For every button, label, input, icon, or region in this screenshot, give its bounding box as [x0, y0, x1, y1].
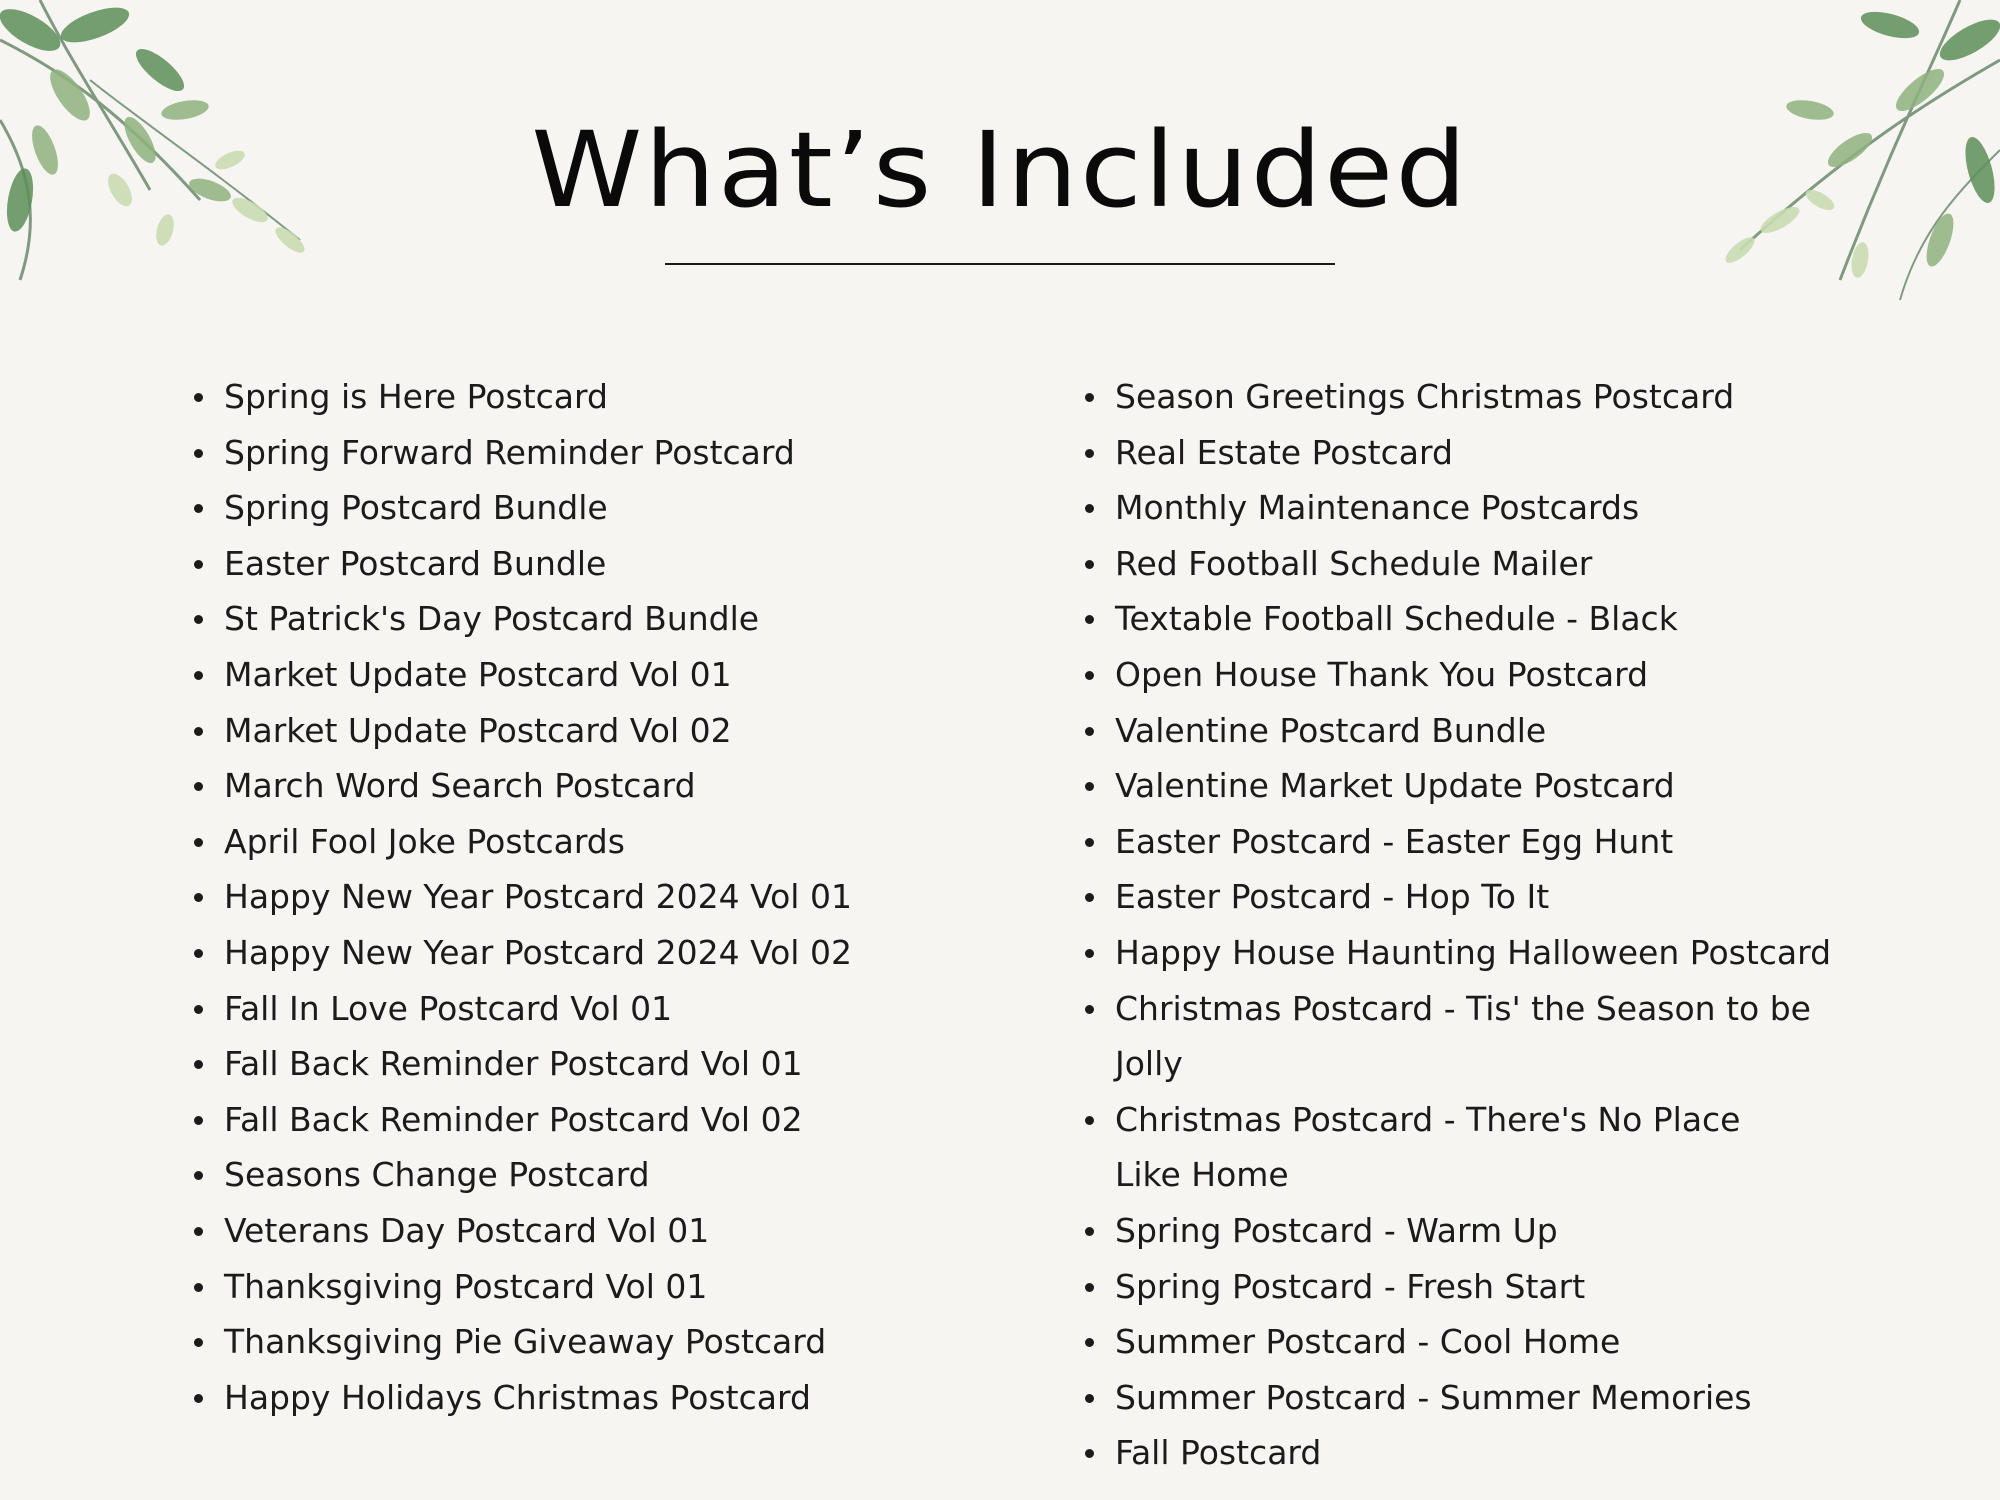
list-item — [190, 425, 950, 481]
bullet-icon — [1085, 949, 1094, 958]
bullet-icon — [1085, 727, 1094, 736]
bullet-icon — [194, 1394, 203, 1403]
bullet-icon — [194, 615, 203, 624]
bullet-icon — [194, 1338, 203, 1347]
bullet-icon — [194, 393, 203, 402]
list-item-label: April Fool Joke Postcards — [224, 821, 625, 861]
bullet-icon — [194, 893, 203, 902]
bullet-icon — [1085, 671, 1094, 680]
list-item — [190, 1092, 950, 1148]
list-item — [1081, 369, 1911, 425]
list-item-label: Veterans Day Postcard Vol 01 — [224, 1210, 710, 1250]
list-item-label: Happy New Year Postcard 2024 Vol 02 — [224, 932, 852, 972]
list-item-label: Fall Back Reminder Postcard Vol 01 — [224, 1044, 803, 1084]
list-item — [1081, 1259, 1911, 1315]
bullet-icon — [194, 1060, 203, 1069]
list-item-label: Valentine Market Update Postcard — [1115, 766, 1675, 806]
list-item-label: Happy Holidays Christmas Postcard — [224, 1377, 811, 1417]
list-item — [190, 480, 950, 536]
list-item — [1081, 1314, 1911, 1370]
bullet-icon — [194, 560, 203, 569]
list-item-label: Summer Postcard - Cool Home — [1115, 1322, 1621, 1362]
list-item — [190, 591, 950, 647]
bullet-icon — [194, 1227, 203, 1236]
list-item-label: Real Estate Postcard — [1115, 432, 1453, 472]
list-item-label: Market Update Postcard Vol 02 — [224, 710, 732, 750]
list-item-label: Season Greetings Christmas Postcard — [1115, 377, 1735, 416]
list-item — [190, 925, 950, 981]
list-item — [190, 1036, 950, 1092]
list-item-label: Fall In Love Postcard Vol 01 — [224, 988, 673, 1028]
bullet-icon — [194, 782, 203, 791]
bullet-icon — [194, 449, 203, 458]
list-item — [1081, 425, 1911, 481]
list-item — [190, 536, 950, 592]
list-item — [1081, 981, 1815, 1092]
list-item-label: Easter Postcard - Hop To It — [1115, 877, 1550, 917]
list-item — [190, 814, 950, 870]
bullet-icon — [1085, 393, 1094, 402]
list-item-label: Thanksgiving Pie Giveaway Postcard — [224, 1322, 827, 1362]
bullet-icon — [1085, 838, 1094, 847]
list-item-label: Thanksgiving Postcard Vol 01 — [224, 1266, 708, 1306]
list-item-label: Open House Thank You Postcard — [1115, 654, 1649, 694]
list-item-label: Easter Postcard - Easter Egg Hunt — [1115, 821, 1674, 861]
bullet-icon — [1085, 893, 1094, 902]
bullet-icon — [1085, 782, 1094, 791]
list-item — [1081, 480, 1911, 536]
included-list-right — [1081, 369, 1911, 1481]
bullet-icon — [194, 1116, 203, 1125]
list-item-label: Christmas Postcard - Tis' the Season to be Jolly — [1115, 988, 1811, 1084]
bullet-icon — [194, 1171, 203, 1180]
bullet-icon — [1085, 1005, 1094, 1014]
bullet-icon — [1085, 449, 1094, 458]
included-list-left — [190, 369, 950, 1425]
bullet-icon — [1085, 1338, 1094, 1347]
list-item — [190, 1370, 950, 1426]
list-item-label: Fall Back Reminder Postcard Vol 02 — [224, 1099, 803, 1139]
bullet-icon — [1085, 1227, 1094, 1236]
list-item — [1081, 703, 1911, 759]
list-item-label: St Patrick's Day Postcard Bundle — [224, 599, 760, 639]
bullet-icon — [1085, 615, 1094, 624]
list-item — [190, 647, 950, 703]
list-item-label: Valentine Postcard Bundle — [1115, 710, 1547, 750]
list-item — [1081, 1203, 1911, 1259]
list-item — [1081, 925, 1911, 981]
list-item — [1081, 536, 1911, 592]
bullet-icon — [194, 949, 203, 958]
list-item-label: Fall Postcard — [1115, 1433, 1322, 1473]
page-title: What’s Included — [531, 109, 1469, 231]
bullet-icon — [194, 838, 203, 847]
list-item-label: March Word Search Postcard — [224, 766, 696, 806]
list-item — [1081, 647, 1911, 703]
list-item — [1081, 758, 1911, 814]
list-item — [190, 1259, 950, 1315]
bullet-icon — [1085, 504, 1094, 513]
bullet-icon — [1085, 1394, 1094, 1403]
bullet-icon — [1085, 560, 1094, 569]
list-item-label: Spring Forward Reminder Postcard — [224, 432, 795, 472]
list-item — [1081, 1092, 1815, 1203]
list-item-label: Market Update Postcard Vol 01 — [224, 654, 732, 694]
list-item-label: Seasons Change Postcard — [224, 1155, 650, 1195]
list-item — [190, 1314, 950, 1370]
list-item — [190, 758, 950, 814]
list-item — [190, 369, 950, 425]
list-item — [1081, 591, 1911, 647]
bullet-icon — [194, 1283, 203, 1292]
bullet-icon — [1085, 1283, 1094, 1292]
bullet-icon — [194, 727, 203, 736]
list-item — [1081, 814, 1911, 870]
list-item — [190, 1147, 950, 1203]
list-item-label: Monthly Maintenance Postcards — [1115, 488, 1640, 528]
list-item — [1081, 1370, 1911, 1426]
list-item-label: Red Football Schedule Mailer — [1115, 543, 1593, 583]
list-item — [190, 869, 950, 925]
list-item-label: Spring is Here Postcard — [224, 377, 608, 416]
list-item — [190, 981, 950, 1037]
bullet-icon — [194, 504, 203, 513]
list-item — [190, 703, 950, 759]
bullet-icon — [194, 1005, 203, 1014]
bullet-icon — [1085, 1449, 1094, 1458]
list-item-label: Textable Football Schedule - Black — [1115, 599, 1678, 639]
list-item-label: Spring Postcard Bundle — [224, 488, 608, 528]
list-item — [1081, 1425, 1911, 1481]
title-divider — [665, 263, 1335, 265]
list-item-label: Happy House Haunting Halloween Postcard — [1115, 932, 1832, 972]
bullet-icon — [1085, 1116, 1094, 1125]
list-item-label: Spring Postcard - Warm Up — [1115, 1210, 1558, 1250]
list-item-label: Summer Postcard - Summer Memories — [1115, 1377, 1752, 1417]
list-item-label: Easter Postcard Bundle — [224, 543, 607, 583]
bullet-icon — [194, 671, 203, 680]
list-item — [1081, 869, 1911, 925]
list-item-label: Christmas Postcard - There's No Place Like Home — [1115, 1099, 1741, 1195]
list-item-label: Happy New Year Postcard 2024 Vol 01 — [224, 877, 852, 917]
list-item — [190, 1203, 950, 1259]
list-item-label: Spring Postcard - Fresh Start — [1115, 1266, 1586, 1306]
